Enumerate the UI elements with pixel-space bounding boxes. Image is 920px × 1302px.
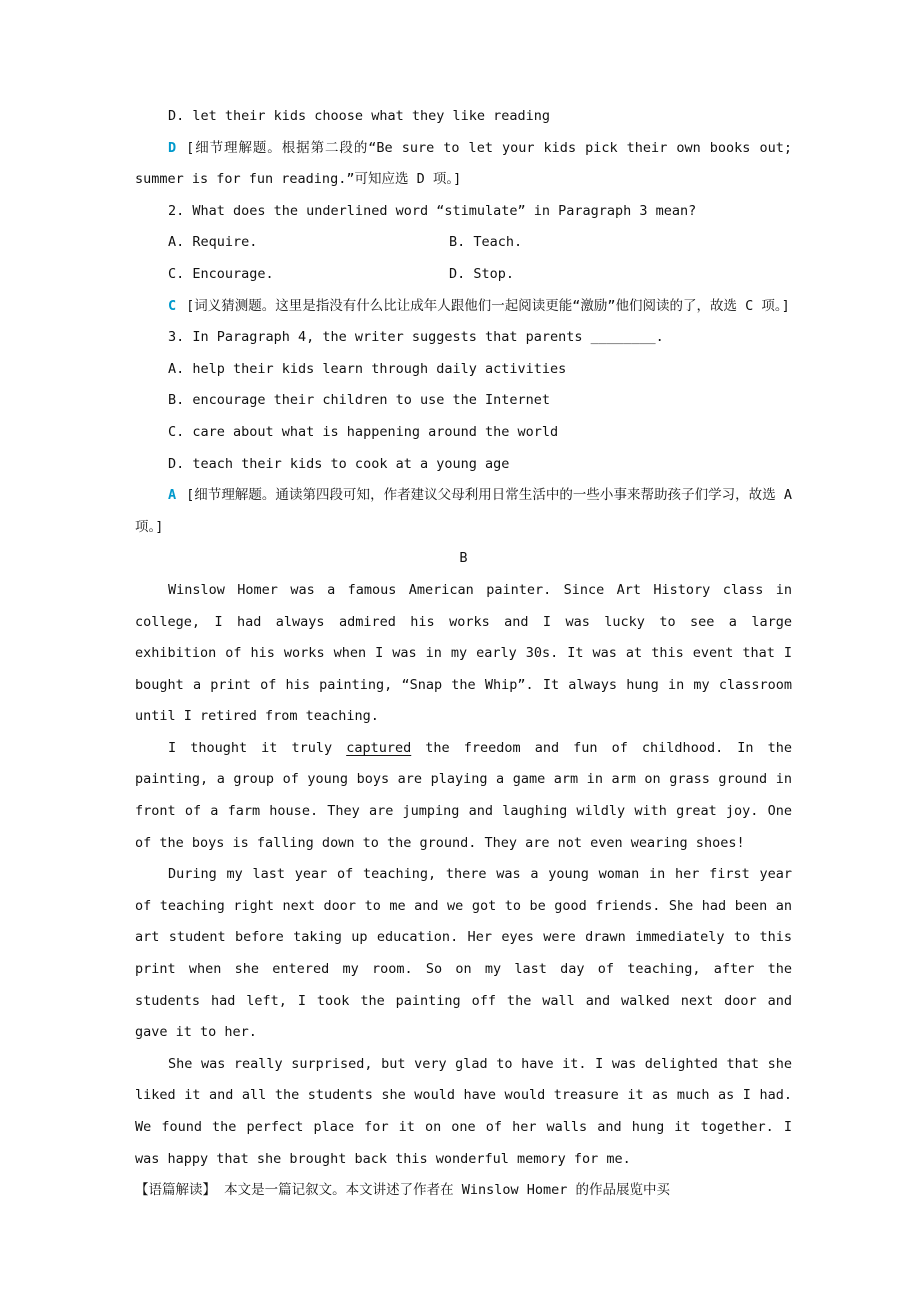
answer-1-text: [细节理解题。根据第二段的“Be sure to let your kids pick their own books out; summer is for fun reading.”可知应选 D 项。]: [135, 139, 792, 188]
passage-p2-before: I thought it truly: [168, 739, 347, 756]
q1-option-d: D. let their kids choose what they like reading: [168, 108, 551, 124]
passage-section-label: B: [459, 550, 468, 567]
question-3: 3. In Paragraph 4, the writer suggests that parents ________.: [168, 329, 664, 346]
q3-option-b: B. encourage their children to use the Internet: [168, 392, 551, 409]
passage-paragraph-4: She was really surprised, but very glad to have it. I was delighted that she liked it and all the students she would have would treasure it as much as I had. We found the perfect place for it on one of her walls and hung it together. I was happy that she brought back this wonderful memory for me.: [135, 1055, 792, 1167]
q2-option-a: A. Require.: [168, 234, 258, 251]
question-2: 2. What does the underlined word “stimulate” in Paragraph 3 mean?: [168, 202, 697, 219]
q2-options-row-1: [135, 227, 792, 259]
passage-p2-after: the freedom and fun of childhood. In the painting, a group of young boys are playing a game arm in arm on grass ground in front of a farm house. They are jumping and laughing wildly with great joy. One of the boys is falling down to the ground. They are not even wearing shoes!: [135, 739, 792, 851]
q3-option-c: C. care about what is happening around the world: [168, 423, 559, 440]
q2-options-row-2: [135, 259, 792, 291]
answer-3-text: [细节理解题。通读第四段可知，作者建议父母利用日常生活中的一些小事来帮助孩子们学习，故选 A 项。]: [135, 487, 792, 535]
answer-2-explanation: [135, 291, 792, 323]
q3-option-d: D. teach their kids to cook at a young age: [168, 455, 510, 472]
answer-2-text: [词义猜测题。这里是指没有什么比让成年人跟他们一起阅读更能“激励”他们阅读的了，故选 C 项。]: [186, 297, 790, 314]
passage-paragraph-1: Winslow Homer was a famous American painter. Since Art History class in college, I had always admired his works and I was lucky to see a large exhibition of his works when I was in my early 30s. It was at this event that I bought a print of his painting, “Snap the Whip”. It always hung in my classroom until I retired from teaching.: [135, 581, 792, 725]
q2-option-b: B. Teach.: [449, 234, 523, 251]
answer-3-letter: A: [168, 487, 177, 504]
answer-1-explanation: [135, 133, 792, 196]
answer-2-letter: C: [168, 297, 177, 314]
document-page: [135, 0, 792, 1207]
analysis-intro-line: 【语篇解读】 本文是一篇记叙文。本文讲述了作者在 Winslow Homer 的作品展览中买: [135, 1182, 671, 1199]
passage-paragraph-2: [135, 733, 792, 859]
passage-paragraph-3: During my last year of teaching, there was a young woman in her first year of teaching right next door to me and we got to be good friends. She had been an art student before taking up education. Her eyes were drawn immediately to this print when she entered my room. So on my last day of teaching, after the students had left, I took the painting off the wall and walked next door and gave it to her.: [135, 866, 792, 1041]
q3-option-a: A. help their kids learn through daily activities: [168, 360, 567, 377]
answer-1-letter: D: [168, 139, 177, 156]
q2-option-d: D. Stop.: [449, 265, 515, 282]
q2-option-c: C. Encourage.: [168, 265, 274, 282]
answer-3-explanation: [135, 480, 792, 543]
underlined-word-captured: captured: [346, 739, 412, 756]
